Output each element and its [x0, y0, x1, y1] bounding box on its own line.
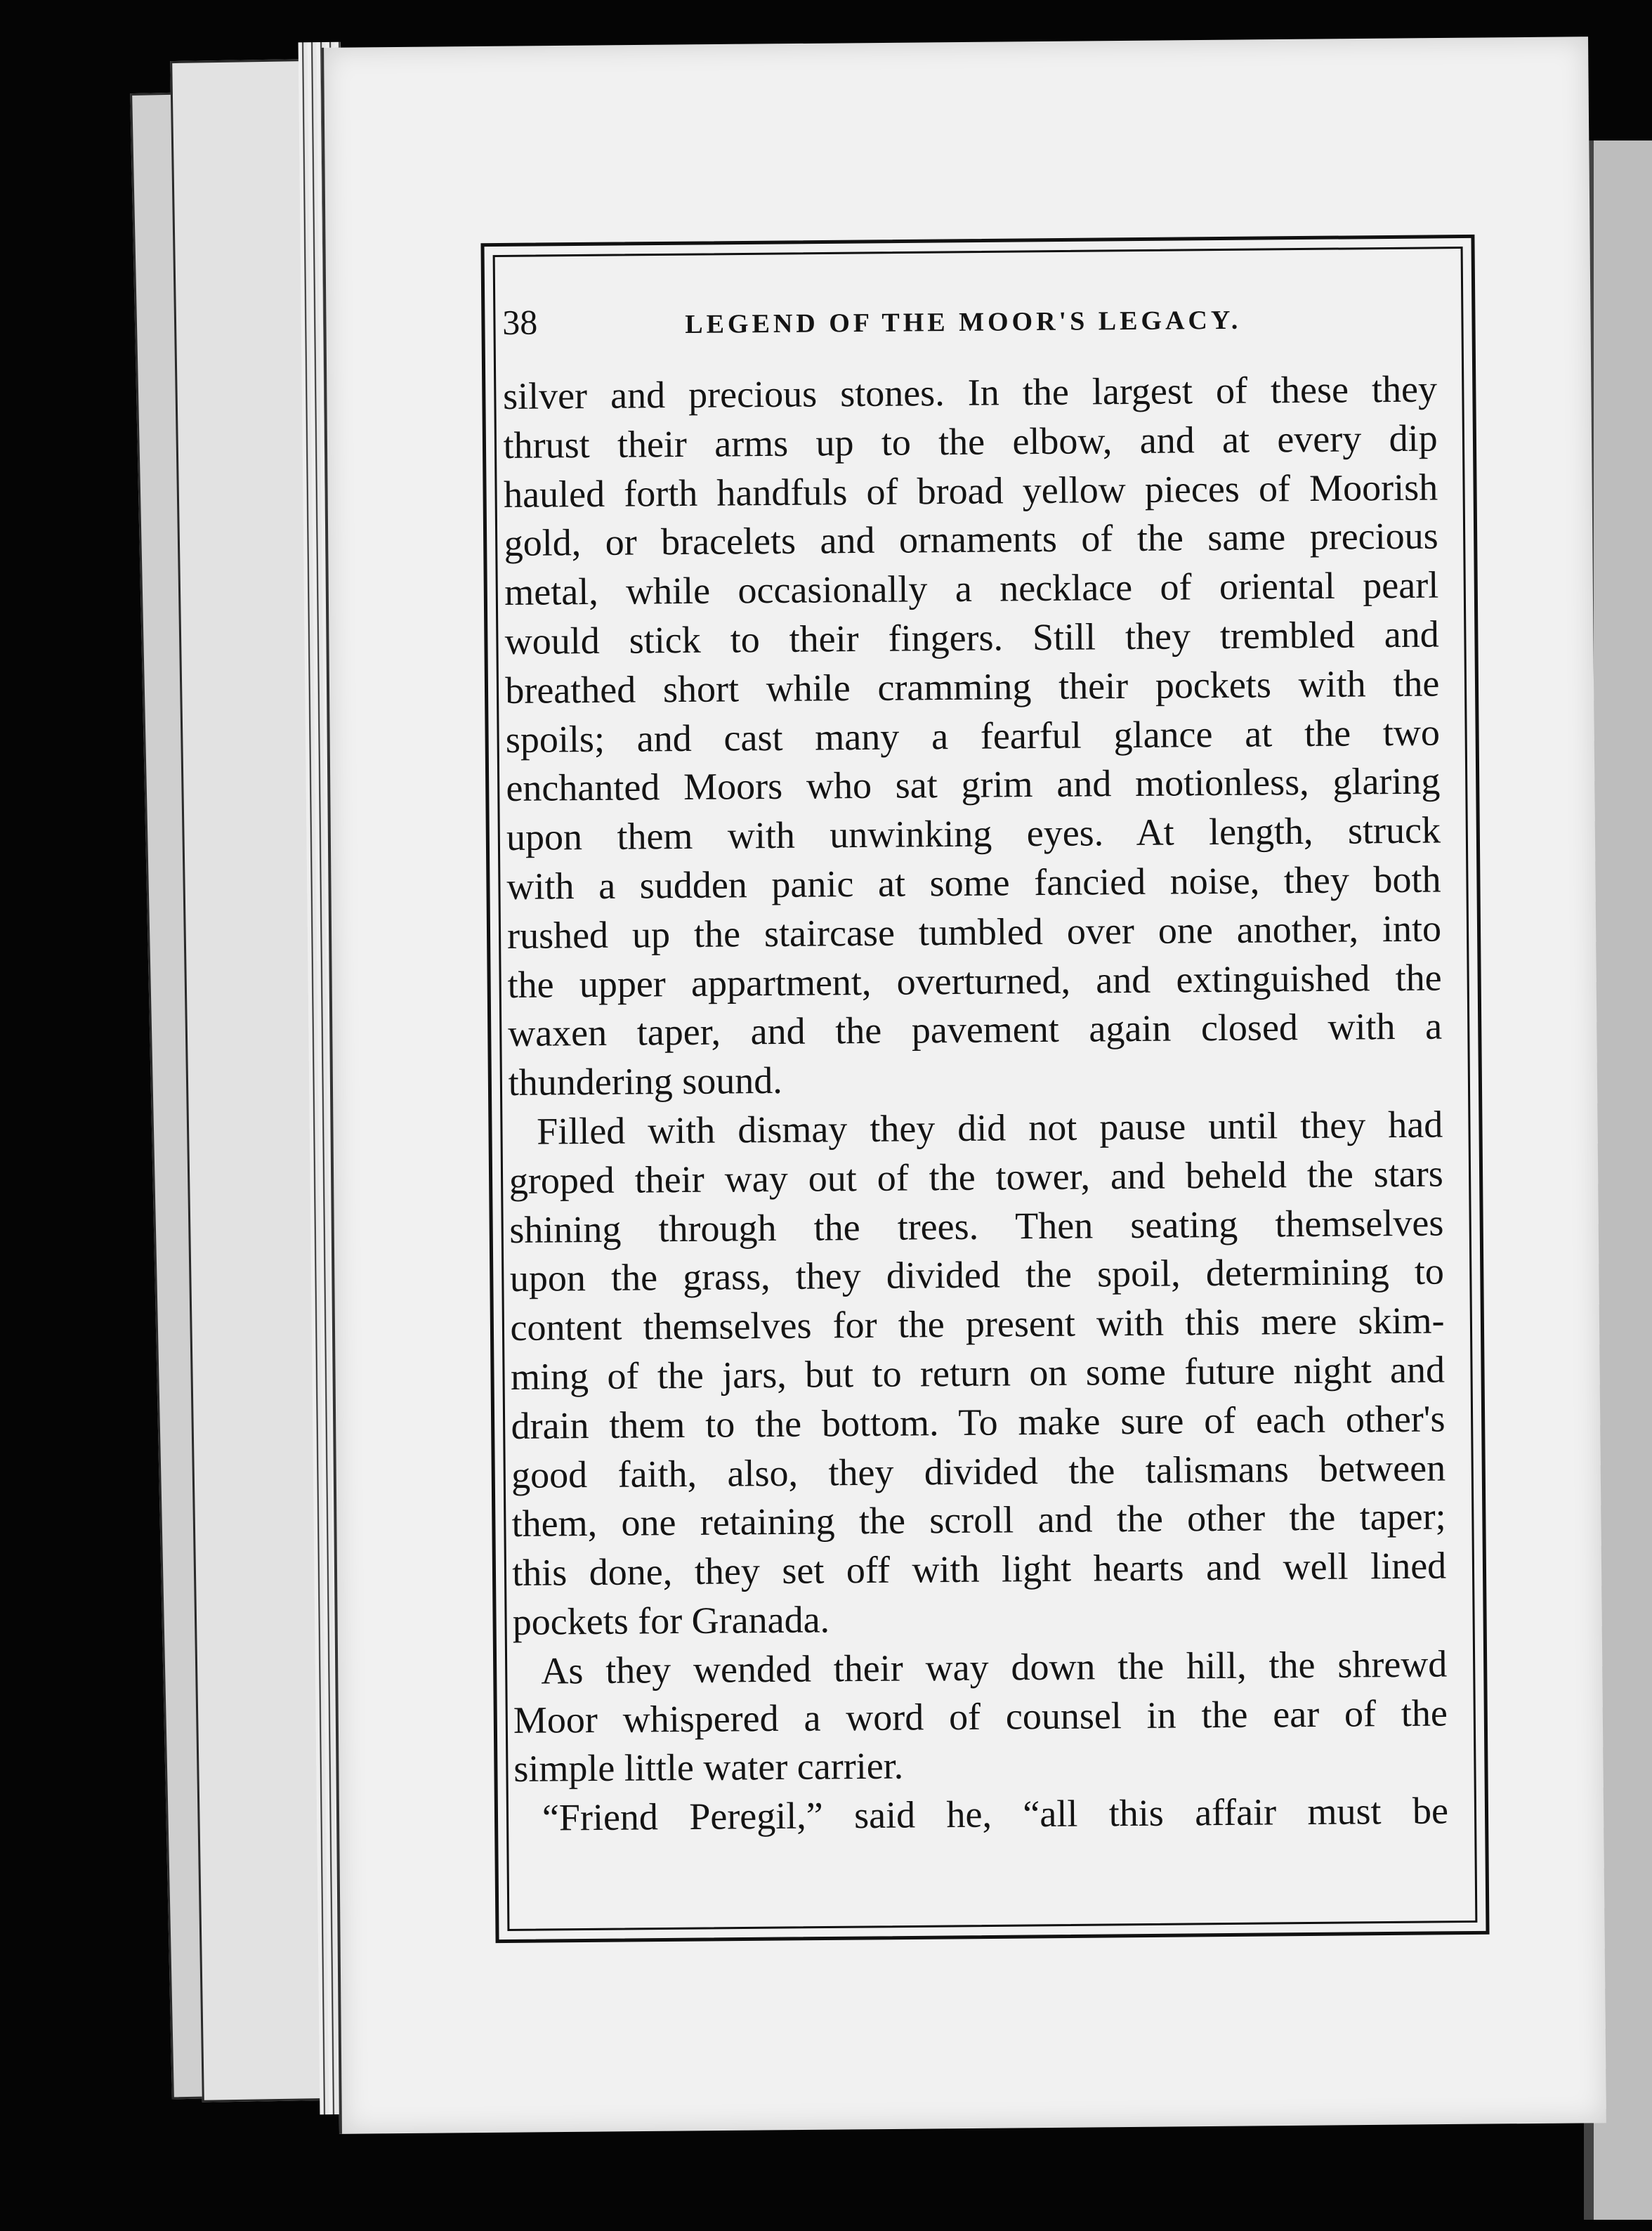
text-line: rushed up the staircase tumbled over one another, into	[506, 907, 1442, 957]
text-line: thrust their arms up to the elbow, and at every dip	[503, 417, 1438, 466]
text-line: with a sudden panic at some fancied noise, they both	[506, 858, 1441, 908]
text-line: breathed short while cramming their pockets with the	[505, 662, 1440, 712]
text-line: enchanted Moors who sat grim and motionless, glaring	[506, 759, 1441, 810]
text-line: content themselves for the present with this mere skim-	[510, 1299, 1445, 1349]
text-line: silver and precious stones. In the largest of these they	[502, 367, 1438, 417]
text-line: groped their way out of the tower, and beheld the stars	[509, 1152, 1444, 1202]
text-line: As they wended their way down the hill, the shrewd	[541, 1642, 1448, 1692]
text-line: gold, or bracelets and ornaments of the same precious	[504, 514, 1438, 565]
text-line: shining through the trees. Then seating themselves	[509, 1201, 1444, 1251]
text-line: metal, while occasionally a necklace of oriental pearl	[504, 563, 1439, 614]
text-line: upon them with unwinking eyes. At length, struck	[506, 809, 1441, 859]
text-line: good faith, also, they divided the talismans between	[511, 1446, 1446, 1496]
text-line: drain them to the bottom. To make sure of each other's	[511, 1397, 1446, 1447]
page-text	[502, 295, 1448, 1843]
running-head: LEGEND OF THE MOOR'S LEGACY.	[685, 305, 1242, 339]
text-line: spoils; and cast many a fearful glance at the two	[505, 711, 1441, 761]
text-line: waxen taper, and the pavement again closed with a	[507, 1005, 1443, 1055]
text-line: Moor whispered a word of counsel in the ear of the	[513, 1692, 1448, 1741]
text-line: simple little water carrier.	[513, 1744, 904, 1791]
text-line: hauled forth handfuls of broad yellow pieces of Moorish	[503, 466, 1438, 516]
text-line: the upper appartment, overturned, and extinguished the	[507, 956, 1442, 1006]
text-line: this done, they set off with light hearts and well lined	[511, 1544, 1447, 1595]
text-line: would stick to their fingers. Still they trembled and	[504, 613, 1439, 662]
text-line: pockets for Granada.	[512, 1598, 830, 1643]
page-number: 38	[502, 302, 538, 342]
text-line: thundering sound.	[508, 1059, 782, 1104]
text-line: “Friend Peregil,” said he, “all this affair must be	[542, 1789, 1449, 1839]
text-line: them, one retaining the scroll and the other the taper;	[511, 1495, 1446, 1545]
text-line: Filled with dismay they did not pause until they had	[537, 1103, 1443, 1153]
text-line: upon the grass, they divided the spoil, determining to	[509, 1250, 1445, 1300]
page-header	[502, 295, 1437, 365]
text-line: ming of the jars, but to return on some future night and	[510, 1348, 1446, 1398]
